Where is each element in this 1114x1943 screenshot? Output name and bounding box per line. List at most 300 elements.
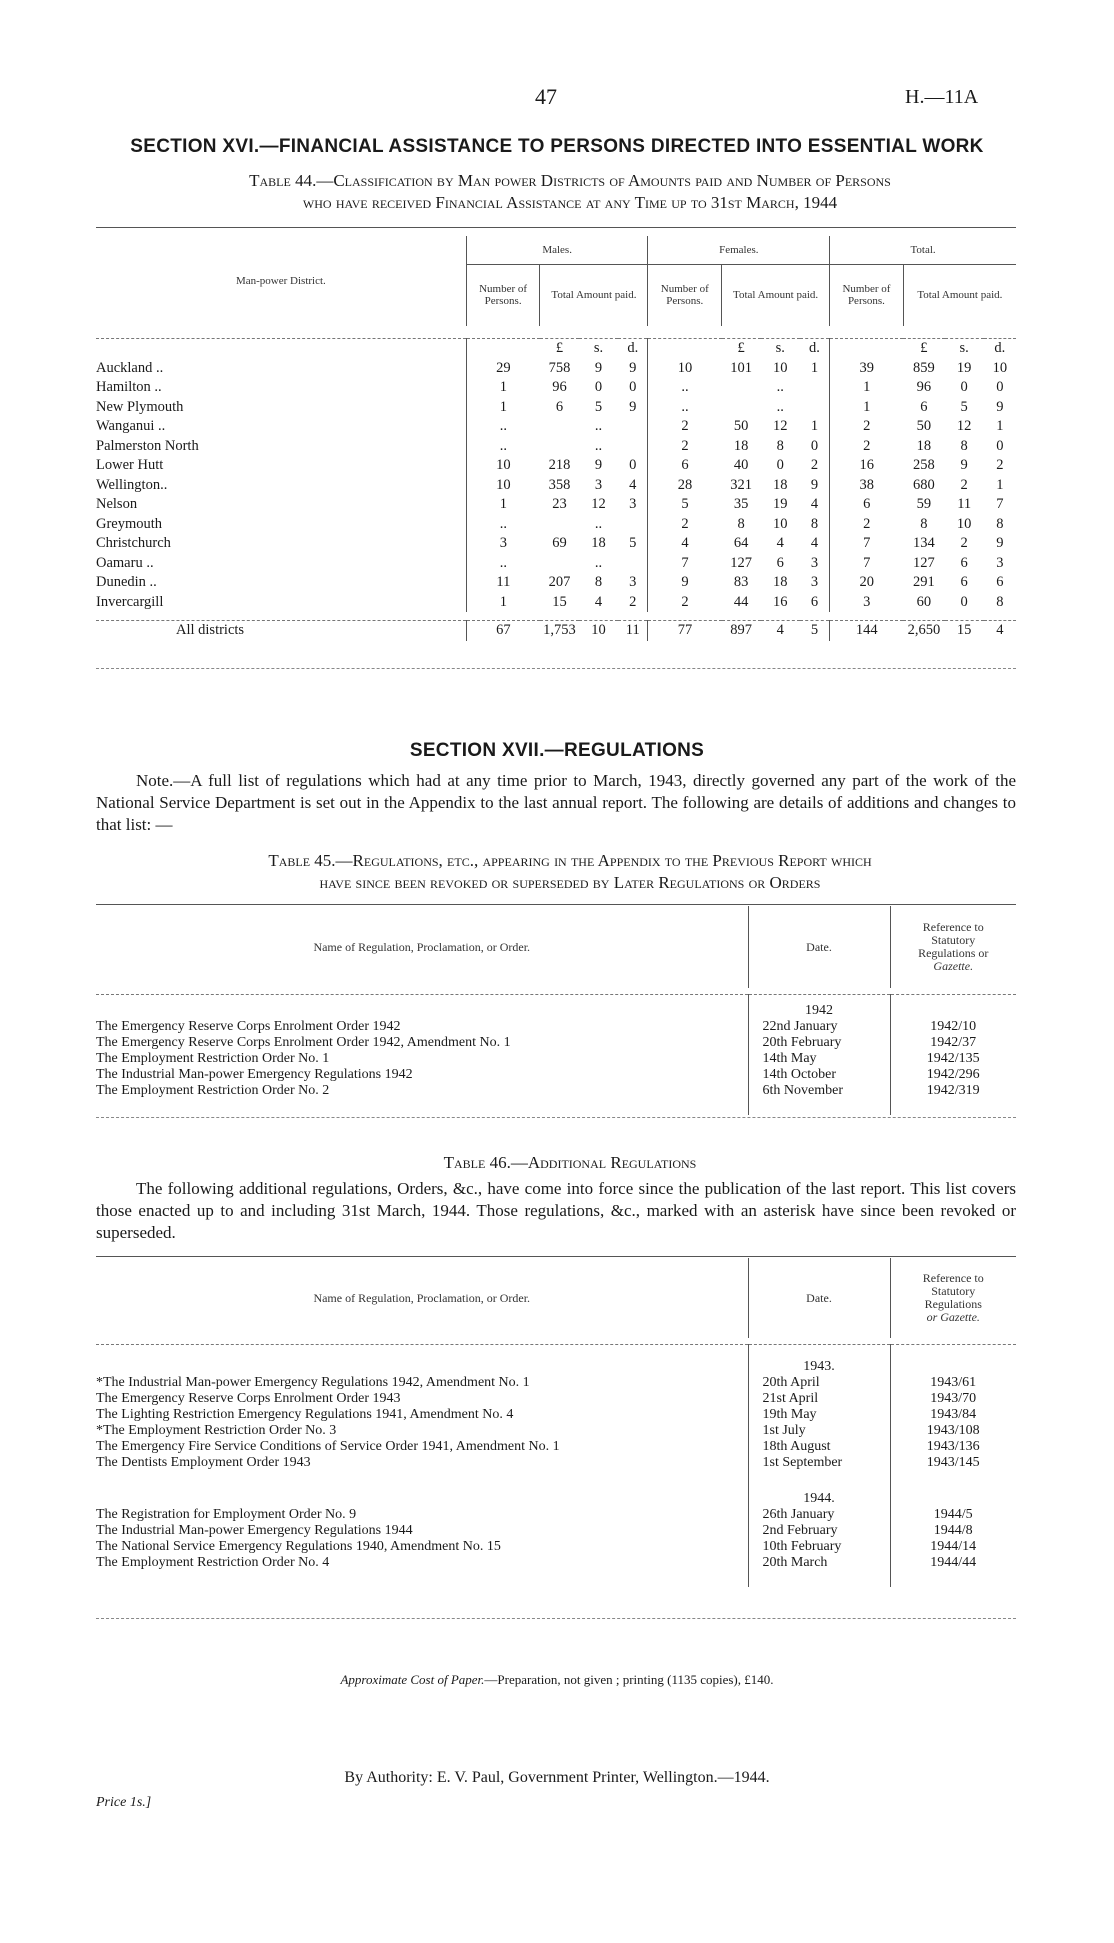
regulation-reference: 1944/5 (890, 1507, 1016, 1523)
unit-pounds: £ (920, 340, 928, 356)
cell-f-n: 10 (648, 359, 722, 379)
cell-t-d: 2 (996, 457, 1004, 473)
cell-m-s: 3 (594, 476, 603, 493)
regulation-name: The Industrial Man-power Emergency Regulations 1944 (96, 1523, 413, 1538)
cell-f-d: 3 (810, 574, 819, 590)
district-label: Wellington.. (96, 476, 168, 493)
cell-m-n: 1 (466, 398, 540, 418)
district-name (96, 437, 466, 457)
cell-f-s: 10 (772, 515, 788, 532)
units-row (96, 339, 1016, 359)
regulation-name: The Employment Restriction Order No. 4 (96, 1555, 330, 1570)
cell-f-n: .. (648, 398, 722, 418)
header-total: Total. (830, 236, 1016, 264)
table-44-top-rule (96, 227, 1016, 228)
cell-f-s: 12 (772, 418, 788, 434)
cell-f-n: 2 (648, 437, 722, 457)
district-label: Auckland .. (96, 359, 164, 376)
cell-t-l: 258 (913, 457, 935, 473)
regulation-reference: 1943/136 (890, 1439, 1016, 1455)
cell-t-s: 0 (960, 379, 968, 395)
cell-f-s: 16 (772, 593, 788, 610)
cell-f-s: .. (776, 379, 784, 395)
cell-t-d: 0 (996, 437, 1004, 454)
cell-t-l: 291 (913, 574, 935, 590)
unit-pounds: £ (737, 340, 745, 356)
cell-m-s: .. (594, 515, 603, 532)
regulation-reference: 1943/145 (890, 1455, 1016, 1471)
regulation-reference: 1942/319 (890, 1083, 1016, 1099)
cell-t-d: 7 (996, 496, 1004, 512)
cell-t-s: 12 (956, 418, 972, 434)
cell-f-s: 8 (776, 437, 784, 454)
regulation-reference: 1942/296 (890, 1067, 1016, 1083)
cell-m-l (540, 417, 579, 437)
district-name (96, 417, 466, 437)
district-label: Greymouth (96, 515, 163, 532)
cell-t-l: 2,650 (907, 622, 941, 638)
cell-m-d: 2 (629, 593, 637, 610)
table-row (96, 593, 1016, 613)
cell-m-d: 3 (629, 574, 637, 590)
cell-t-n: 2 (830, 417, 904, 437)
district-label: Palmerston North (96, 437, 199, 454)
table-46-header-date: Date. (748, 1258, 890, 1338)
regulation-date: 14th October (748, 1067, 890, 1083)
cell-f-l: 64 (733, 535, 749, 551)
table-row (96, 573, 1016, 593)
cell-f-d: 5 (810, 622, 819, 638)
unit-pence: d. (809, 340, 820, 356)
cell-t-d: 8 (996, 515, 1004, 532)
page-number: 47 (535, 84, 557, 109)
unit-pence: d. (994, 340, 1006, 356)
district-name (96, 378, 466, 398)
cell-f-d: 3 (810, 554, 819, 571)
regulation-reference: 1942/37 (890, 1035, 1016, 1051)
cell-f-n: 2 (648, 417, 722, 437)
cost-text: —Preparation, not given ; printing (1135 copies), £140. (484, 1672, 774, 1687)
cell-f-n: 4 (648, 534, 722, 554)
cell-t-d: 1 (996, 418, 1004, 434)
regulation-name: *The Industrial Man-power Emergency Regulations 1942, Amendment No. 1 (96, 1375, 530, 1390)
regulation-date: 20th March (748, 1555, 890, 1571)
cell-f-d: 1 (810, 418, 819, 434)
cell-m-n: 1 (466, 593, 540, 613)
cell-f-n: .. (648, 378, 722, 398)
cell-m-d: 5 (629, 535, 637, 551)
regulation-name: *The Employment Restriction Order No. 3 (96, 1423, 337, 1438)
table-row (96, 1555, 1016, 1571)
cell-t-s: 15 (956, 622, 972, 638)
cell-m-d: 11 (625, 622, 640, 638)
header-males: Males. (466, 236, 648, 264)
cell-t-d: 9 (996, 535, 1004, 551)
regulation-reference: 1943/84 (890, 1407, 1016, 1423)
cell-t-l: 859 (913, 359, 935, 376)
cell-f-d (800, 378, 830, 398)
table-45-header-name: Name of Regulation, Proclamation, or Order. (313, 939, 531, 954)
cell-f-l (722, 398, 761, 418)
cell-t-n: 38 (830, 476, 904, 496)
cell-t-s: 2 (960, 535, 968, 551)
cell-t-d: 8 (996, 593, 1004, 610)
cell-t-n: 3 (830, 593, 904, 613)
district-name (96, 398, 466, 418)
cell-f-s: 19 (772, 496, 788, 512)
cell-f-l (722, 378, 761, 398)
cell-f-d: 4 (810, 496, 819, 512)
cell-t-n: 144 (830, 621, 904, 641)
table-45-caption-line2: have since been revoked or superseded by Later Regulations or Orders (319, 873, 821, 892)
cell-m-l: 358 (548, 476, 571, 493)
cell-f-s: 4 (776, 535, 784, 551)
cell-t-s: 2 (960, 476, 968, 493)
cell-m-s: 9 (594, 457, 603, 473)
cell-t-n: 7 (830, 534, 904, 554)
cell-t-s: 19 (956, 359, 972, 376)
cell-m-d: 3 (629, 496, 637, 512)
cell-t-s: 11 (957, 496, 972, 512)
table-row (96, 1507, 1016, 1523)
cell-f-n: 5 (648, 495, 722, 515)
cell-m-d: 0 (629, 379, 637, 395)
regulation-name: The Registration for Employment Order No. 9 (96, 1507, 357, 1522)
table-44 (96, 236, 1016, 641)
cost-of-paper (0, 1672, 1114, 1688)
table-45 (96, 906, 1016, 1115)
table-row (96, 398, 1016, 418)
cell-m-n: 10 (466, 456, 540, 476)
cell-t-n: 2 (830, 515, 904, 535)
table-row (96, 359, 1016, 379)
cell-f-n: 6 (648, 456, 722, 476)
cell-m-s: .. (594, 418, 603, 434)
table-46-year-1943: 1943. (748, 1345, 890, 1376)
cell-t-l: 134 (913, 535, 935, 551)
cell-t-l: 6 (920, 398, 928, 415)
section-17-note: Note.—A full list of regulations which had at any time prior to March, 1943, directly governed any part of the work of the National Service Department is set out in the Appendix to the last annual report. The following are details of additions and changes to that list: — (96, 771, 1016, 834)
cell-f-n: 2 (648, 593, 722, 613)
table-row (96, 495, 1016, 515)
regulation-name: The National Service Emergency Regulations 1940, Amendment No. 15 (96, 1539, 501, 1554)
regulation-date: 22nd January (748, 1019, 890, 1035)
table-row (96, 534, 1016, 554)
cell-f-d: 4 (810, 535, 819, 551)
regulation-reference: 1944/14 (890, 1539, 1016, 1555)
cell-m-n: 67 (466, 621, 540, 641)
table-44-body (96, 359, 1016, 613)
cell-m-l: 69 (552, 535, 567, 551)
district-label: Dunedin .. (96, 574, 157, 590)
header-females-amount: Total Amount paid. (722, 264, 830, 326)
table-46-header-ref: Reference to Statutory Regulations or Gazette. (890, 1258, 1016, 1338)
cell-t-d: 9 (996, 398, 1004, 415)
district-label: Hamilton .. (96, 379, 162, 395)
header-divider (96, 326, 1016, 339)
district-label: Oamaru .. (96, 554, 154, 571)
cell-m-n: 3 (466, 534, 540, 554)
cell-m-l (540, 554, 579, 574)
table-row (96, 554, 1016, 574)
cell-m-n: 29 (466, 359, 540, 379)
table-46-body-1943 (96, 1375, 1016, 1471)
regulation-date: 6th November (748, 1083, 890, 1099)
regulation-name: The Lighting Restriction Emergency Regulations 1941, Amendment No. 4 (96, 1407, 514, 1422)
table-46-top-rule (96, 1256, 1016, 1257)
regulation-name: The Emergency Reserve Corps Enrolment Order 1943 (96, 1391, 401, 1406)
cell-f-s: 18 (772, 476, 788, 493)
district-label: All districts (176, 622, 245, 638)
regulation-reference: 1944/8 (890, 1523, 1016, 1539)
cell-t-l: 680 (913, 476, 935, 493)
cell-m-l: 23 (552, 496, 567, 512)
regulation-date: 10th February (748, 1539, 890, 1555)
cell-t-l: 8 (920, 515, 928, 532)
cell-m-n: .. (466, 554, 540, 574)
cell-t-n: 1 (830, 398, 904, 418)
cell-t-l: 50 (916, 418, 932, 434)
header-females: Females. (648, 236, 830, 264)
cell-m-d (618, 515, 648, 535)
cell-t-l: 127 (913, 554, 935, 571)
cell-m-n: .. (466, 437, 540, 457)
regulation-date: 14th May (748, 1051, 890, 1067)
regulation-date: 1st September (748, 1455, 890, 1471)
cell-f-n: 77 (648, 621, 722, 641)
district-name (96, 621, 466, 641)
cell-f-l: 40 (733, 457, 749, 473)
cell-f-d: 6 (810, 593, 819, 610)
cell-m-d: 9 (629, 398, 637, 415)
table-46-bottom-rule (96, 1618, 1016, 1619)
district-name (96, 515, 466, 535)
cell-m-n: 1 (466, 495, 540, 515)
unit-pounds: £ (555, 340, 564, 356)
regulation-date: 2nd February (748, 1523, 890, 1539)
district-name (96, 534, 466, 554)
cell-f-l: 18 (733, 437, 749, 454)
table-46-intro: The following additional regulations, Orders, &c., have come into force since the publication of the last report. This list covers those enacted up to and including 31st March, 1944. Those regulations, &c., marked with an asterisk have since been revoked or superseded. (96, 1179, 1016, 1242)
table-row (96, 1035, 1016, 1051)
printer-authority: By Authority: E. V. Paul, Government Printer, Wellington.—1944. (344, 1769, 770, 1786)
cell-f-l: 44 (733, 593, 749, 610)
cell-m-n: 11 (466, 573, 540, 593)
cell-t-d: 6 (996, 574, 1004, 590)
table-46-body-1944 (96, 1507, 1016, 1571)
regulation-name: The Dentists Employment Order 1943 (96, 1455, 311, 1470)
table-45-caption-line1: Table 45.—Regulations, etc., appearing in the Appendix to the Previous Report which (268, 851, 872, 870)
district-name (96, 554, 466, 574)
cell-t-n: 7 (830, 554, 904, 574)
unit-shillings: s. (959, 340, 969, 356)
cell-f-d: 9 (810, 476, 819, 493)
district-label: New Plymouth (96, 398, 184, 415)
table-row (96, 1539, 1016, 1555)
cell-f-l: 127 (730, 554, 752, 571)
district-label: Lower Hutt (96, 457, 164, 473)
table-row (96, 437, 1016, 457)
table-row (96, 1455, 1016, 1471)
cell-f-s: 0 (776, 457, 784, 473)
cell-m-d: 4 (629, 476, 637, 493)
table-44-total-row (96, 621, 1016, 641)
section-17-title: SECTION XVII.—REGULATIONS (409, 740, 705, 761)
cell-t-n: 6 (830, 495, 904, 515)
table-44-bottom-rule (96, 668, 1016, 669)
cell-t-s: 5 (960, 398, 968, 415)
cell-t-l: 18 (916, 437, 932, 454)
cell-m-s: 5 (594, 398, 603, 415)
table-row (96, 1407, 1016, 1423)
cell-f-d: 2 (810, 457, 819, 473)
regulation-name: The Industrial Man-power Emergency Regulations 1942 (96, 1067, 413, 1082)
district-name (96, 359, 466, 379)
cell-m-n: .. (466, 515, 540, 535)
cell-m-d: 0 (629, 457, 637, 473)
cell-t-n: 20 (830, 573, 904, 593)
cell-m-s: .. (594, 554, 603, 571)
cell-m-d (618, 417, 648, 437)
cell-f-d: 8 (810, 515, 819, 532)
table-44-caption-line1: Table 44.—Classification by Man power Districts of Amounts paid and Number of Persons (249, 171, 891, 190)
regulation-date: 19th May (748, 1407, 890, 1423)
cell-m-s: 4 (594, 593, 603, 610)
cell-t-l: 59 (916, 496, 932, 512)
regulation-reference: 1942/10 (890, 1019, 1016, 1035)
cell-m-s: 9 (594, 359, 603, 376)
cell-f-l: 897 (730, 622, 752, 638)
regulation-name: The Emergency Reserve Corps Enrolment Order 1942, Amendment No. 1 (96, 1035, 511, 1050)
table-row (96, 515, 1016, 535)
cell-t-l: 96 (916, 379, 932, 395)
cell-m-l: 207 (548, 574, 571, 590)
cell-m-n: 10 (466, 476, 540, 496)
cost-label: Approximate Cost of Paper. (340, 1672, 485, 1687)
cell-t-s: 6 (960, 554, 968, 571)
district-label: Wanganui .. (96, 418, 166, 434)
regulation-name: The Emergency Reserve Corps Enrolment Order 1942 (96, 1019, 401, 1034)
cell-m-s: 0 (594, 379, 603, 395)
regulation-name: The Emergency Fire Service Conditions of Service Order 1941, Amendment No. 1 (96, 1439, 560, 1454)
cell-m-l (540, 437, 579, 457)
header-males-persons: Number of Persons. (466, 264, 540, 326)
cell-m-n: 1 (466, 378, 540, 398)
regulation-date: 20th April (748, 1375, 890, 1391)
table-row (96, 476, 1016, 496)
table-46 (96, 1258, 1016, 1587)
table-45-top-rule (96, 904, 1016, 905)
district-name (96, 573, 466, 593)
regulation-reference: 1942/135 (890, 1051, 1016, 1067)
cell-t-l: 60 (916, 593, 932, 610)
cell-f-s: .. (776, 398, 784, 415)
cell-m-l: 96 (552, 379, 567, 395)
cell-m-s: 18 (591, 535, 606, 551)
cell-t-s: 6 (960, 574, 968, 590)
regulation-name: The Employment Restriction Order No. 1 (96, 1051, 330, 1066)
table-45-header-date: Date. (748, 906, 890, 988)
table-row (96, 1523, 1016, 1539)
cell-m-n: .. (466, 417, 540, 437)
unit-pence: d. (627, 340, 639, 356)
table-45-body (96, 1019, 1016, 1099)
cell-f-d: 0 (810, 437, 819, 454)
district-label: Invercargill (96, 593, 164, 610)
regulation-reference: 1944/44 (890, 1555, 1016, 1571)
district-label: Christchurch (96, 535, 171, 551)
cell-f-n: 2 (648, 515, 722, 535)
cell-m-l: 758 (548, 359, 571, 376)
regulation-reference: 1943/108 (890, 1423, 1016, 1439)
cell-m-l (540, 515, 579, 535)
cell-m-d: 9 (629, 359, 637, 376)
regulation-reference: 1943/61 (890, 1375, 1016, 1391)
cell-t-s: 0 (960, 593, 968, 610)
regulation-date: 1st July (748, 1423, 890, 1439)
table-row (96, 417, 1016, 437)
cell-f-l: 321 (730, 476, 752, 493)
table-row (96, 1423, 1016, 1439)
price: Price 1s.] (96, 1795, 152, 1810)
cell-m-d (618, 554, 648, 574)
cell-m-d (618, 437, 648, 457)
cell-m-l: 218 (548, 457, 571, 473)
table-46-caption: Table 46.—Additional Regulations (443, 1153, 697, 1172)
unit-shillings: s. (593, 340, 604, 356)
cell-f-s: 10 (772, 359, 788, 376)
table-46-year-1944: 1944. (748, 1471, 890, 1507)
regulation-date: 20th February (748, 1035, 890, 1051)
cell-t-s: 8 (960, 437, 968, 454)
table-45-header-ref: Reference to Statutory Regulations or Gazette. (890, 906, 1016, 988)
cell-f-l: 50 (733, 418, 749, 434)
table-row (96, 1391, 1016, 1407)
cell-m-l: 1,753 (543, 622, 576, 638)
document-reference: H.—11A (905, 86, 979, 108)
table-row (96, 1019, 1016, 1035)
table-row (96, 378, 1016, 398)
cell-t-s: 10 (956, 515, 972, 532)
cell-f-n: 28 (648, 476, 722, 496)
table-row (96, 1051, 1016, 1067)
header-district: Man-power District. (235, 275, 326, 287)
header-males-amount: Total Amount paid. (540, 264, 648, 326)
cell-t-n: 2 (830, 437, 904, 457)
regulation-date: 21st April (748, 1391, 890, 1407)
table-row (96, 1067, 1016, 1083)
cell-t-d: 1 (996, 476, 1004, 493)
cell-m-l: 6 (555, 398, 564, 415)
cell-f-n: 7 (648, 554, 722, 574)
cell-t-d: 0 (996, 379, 1004, 395)
unit-shillings: s. (775, 340, 785, 356)
table-46-header-name: Name of Regulation, Proclamation, or Order. (313, 1290, 531, 1305)
cell-m-s: 10 (591, 622, 606, 638)
table-44-caption-line2: who have received Financial Assistance at any Time up to 31st March, 1944 (302, 193, 838, 212)
cell-f-d: 1 (810, 359, 819, 376)
header-total-persons: Number of Persons. (830, 264, 904, 326)
cell-t-n: 1 (830, 378, 904, 398)
district-name (96, 456, 466, 476)
table-row (96, 1083, 1016, 1099)
cell-t-s: 9 (960, 457, 968, 473)
table-45-bottom-rule (96, 1117, 1016, 1118)
cell-f-l: 35 (733, 496, 749, 512)
cell-t-d: 10 (992, 359, 1008, 376)
cell-f-n: 9 (648, 573, 722, 593)
table-45-year: 1942 (748, 995, 890, 1020)
